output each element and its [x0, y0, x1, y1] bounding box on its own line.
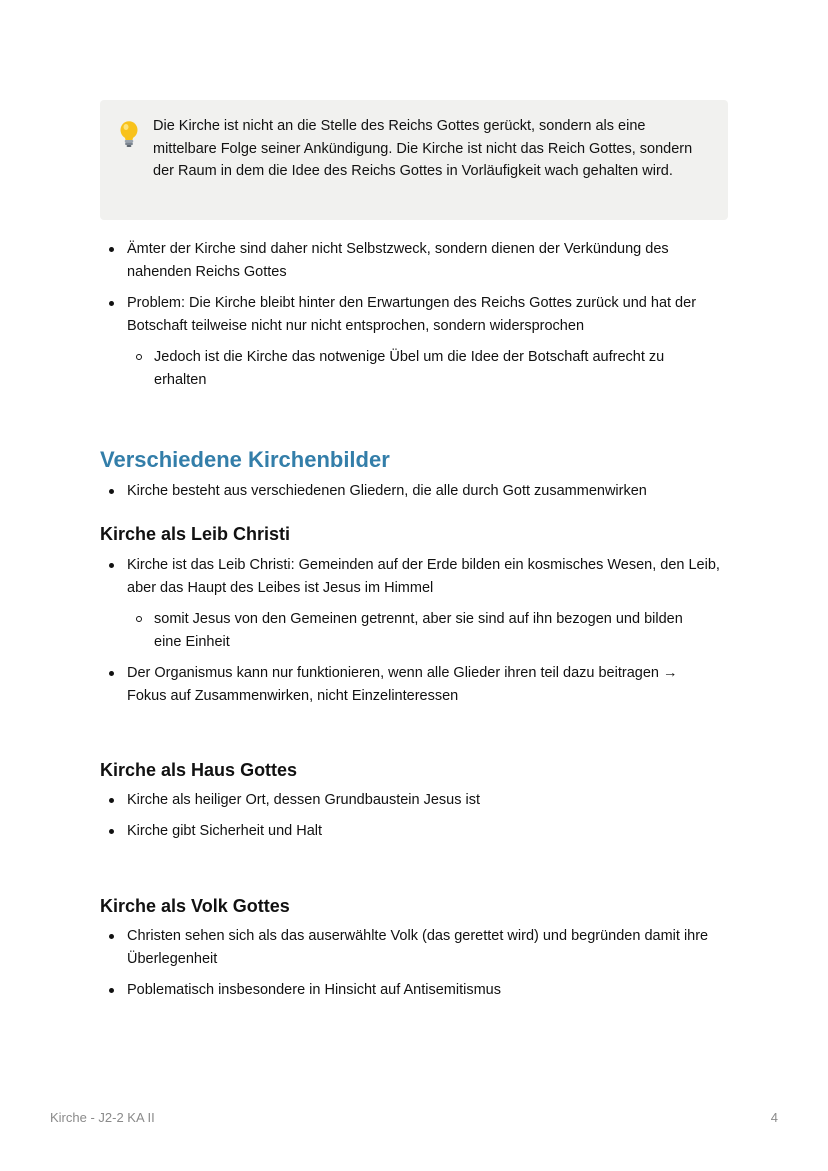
list-item: Kirche besteht aus verschiedenen Gliedern, die alle durch Gott zusammenwirken — [127, 480, 727, 503]
list-item: Poblematisch insbesondere in Hinsicht auf Antisemitismus — [127, 979, 727, 1002]
list-item: Ämter der Kirche sind daher nicht Selbstzweck, sondern dienen der Verkündung des nahenden Reichs Gottes — [127, 238, 727, 283]
footer-title: Kirche - J2-2 KA II — [50, 1110, 155, 1125]
list-item: Problem: Die Kirche bleibt hinter den Erwartungen des Reichs Gottes zurück und hat der Botschaft teilweise nicht nur nicht entsprochen, sondern widersprochen — [127, 292, 727, 337]
subheading-volk-gottes: Kirche als Volk Gottes — [100, 896, 290, 916]
sub-list-item: somit Jesus von den Gemeinen getrennt, aber sie sind auf ihn bezogen und bilden eine Einheit — [154, 608, 714, 653]
callout-text: Die Kirche ist nicht an die Stelle des Reichs Gottes gerückt, sondern als eine mittelbare Folge seiner Ankündigung. Die Kirche ist nicht das Reich Gottes, sondern der Raum in dem die Idee des Reichs Gottes in Vorläufigkeit wach gehalten wird. — [153, 118, 693, 179]
subheading-leib-christi: Kirche als Leib Christi — [100, 524, 291, 544]
section-heading: Verschiedene Kirchenbilder — [100, 447, 390, 472]
sub-list-item: Jedoch ist die Kirche das notwenige Übel um die Idee der Botschaft aufrecht zu erhalten — [154, 346, 714, 391]
page-number: 4 — [770, 1110, 778, 1125]
callout-box — [100, 100, 728, 220]
list-item: Kirche gibt Sicherheit und Halt — [127, 820, 727, 843]
list-item: Kirche ist das Leib Christi: Gemeinden auf der Erde bilden ein kosmisches Wesen, den Leib, aber das Haupt des Leibes ist Jesus im Himmel — [127, 554, 727, 599]
lightbulb-icon — [118, 120, 140, 148]
list-item: Christen sehen sich als das auserwählte Volk (das gerettet wird) und begründen damit ihre Überlegenheit — [127, 925, 727, 970]
subheading-haus-gottes: Kirche als Haus Gottes — [100, 760, 298, 780]
list-item: Der Organismus kann nur funktionieren, wenn alle Glieder ihren teil dazu beitragen → Fokus auf Zusammenwirken, nicht Einzelinteressen — [127, 662, 707, 707]
list-item: Kirche als heiliger Ort, dessen Grundbaustein Jesus ist — [127, 789, 727, 812]
